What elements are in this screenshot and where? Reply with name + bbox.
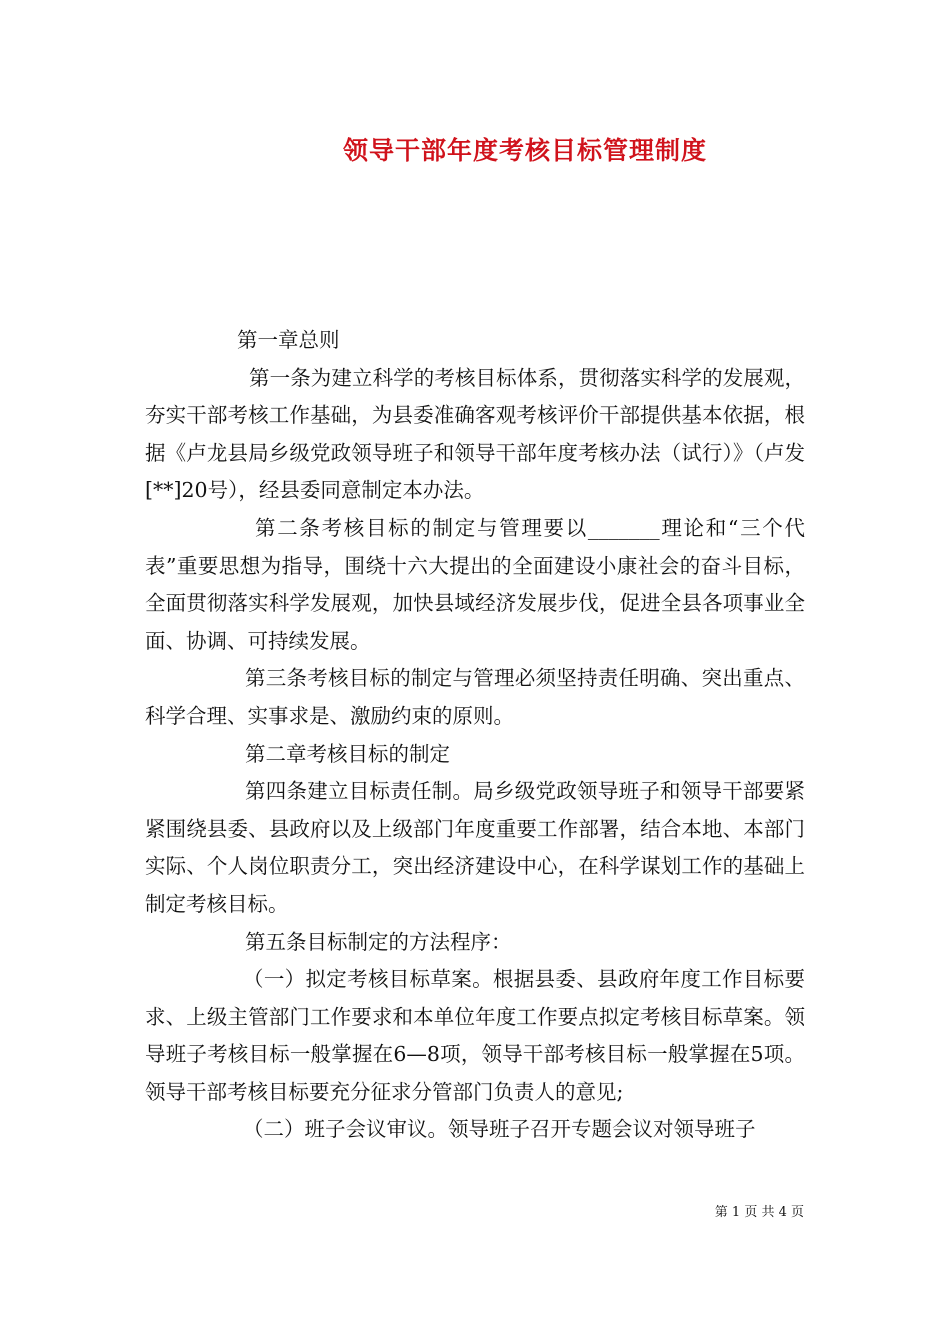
article-3: 第三条考核目标的制定与管理必须坚持责任明确、突出重点、科学合理、实事求是、激励约束的原则。 [145,666,805,728]
chapter-heading-1: 第一章总则 [237,328,340,352]
document-body [145,322,805,1149]
page-number: 第 1 页 共 4 页 [714,1205,804,1220]
article-5-item-1: （一）拟定考核目标草案。根据县委、县政府年度工作目标要求、上级主管部门工作要求和本单位年度工作要点拟定考核目标草案。领导班子考核目标一般掌握在6—8项，领导干部考核目标一般掌握在5项。领导干部考核目标要充分征求分管部门负责人的意见; [145,967,805,1104]
article-5: 第五条目标制定的方法程序： [245,929,512,954]
document-title: 领导干部年度考核目标管理制度 [342,136,707,165]
article-1: 第一条为建立科学的考核目标体系，贯彻落实科学的发展观，夯实干部考核工作基础，为县委准确客观考核评价干部提供基本依据，根据《卢龙县局乡级党政领导班子和领导干部年度考核办法（试行）》（卢发[**]20号），经县委同意制定本办法。 [145,365,805,503]
article-2: 第二条考核目标的制定与管理要以_______理论和“三个代表”重要思想为指导，围绕十六大提出的全面建设小康社会的奋斗目标，全面贯彻落实科学发展观，加快县域经济发展步伐，促进全县各项事业全面、协调、可持续发展。 [145,515,805,653]
article-4: 第四条建立目标责任制。局乡级党政领导班子和领导干部要紧紧围绕县委、县政府以及上级部门年度重要工作部署，结合本地、本部门实际、个人岗位职责分工，突出经济建设中心，在科学谋划工作的基础上制定考核目标。 [145,779,805,916]
article-5-item-2: （二）班子会议审议。领导班子召开专题会议对领导班子 [243,1117,756,1142]
chapter-heading-2: 第二章考核目标的制定 [245,741,450,766]
